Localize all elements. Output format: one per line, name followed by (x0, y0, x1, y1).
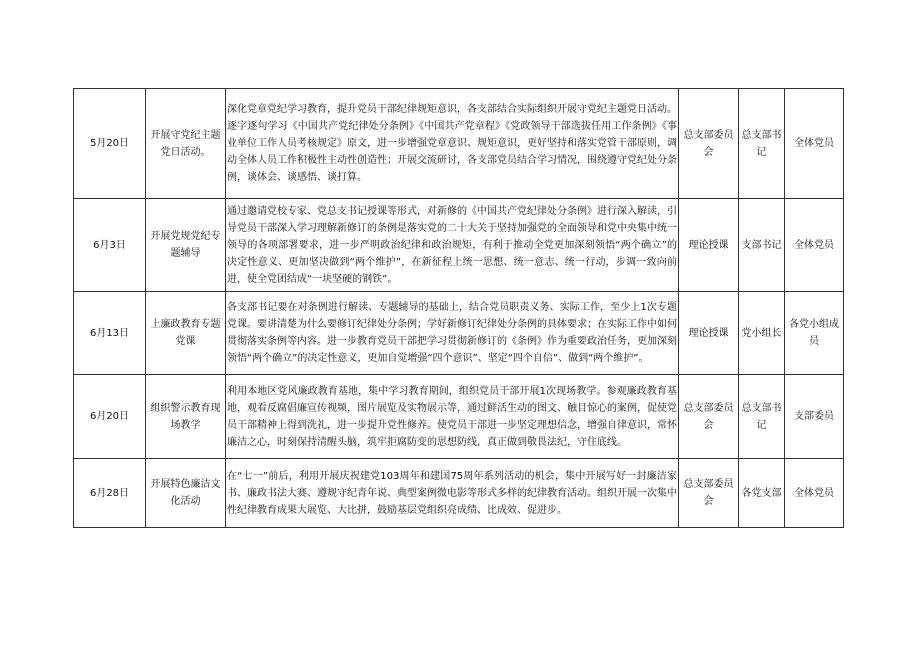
row-content: 在“七一”前后，利用开展庆祝建党103周年和建国75周年系列活动的机会，集中开展写好一封廉洁家书、廉政书法大赛、遵规守纪青年说、典型案例微电影等形式多样的纪律教育活动。组织开展一次集中性纪律教育成果大展览、大比拼，鼓励基层党组织亮成绩、比成效、促进步。 (226, 459, 679, 528)
row-date: 6月3日 (74, 199, 146, 292)
row-content: 各支部书记要在对条例进行解读、专题辅导的基础上，结合党员职责义务、实际工作，至少上1次专题党课。要讲清楚为什么要修订纪律处分条例；学好新修订纪律处分条例的具体要求；在实际工作中如何贯彻落实条例等内容。进一步教育党员干部把学习贯彻新修订的《条例》作为重要政治任务，更加深刻领悟“两个确立”的决定性意义，更加自觉增强“四个意识”、坚定“四个自信”、做到“两个维护”。 (226, 292, 679, 375)
row-form: 总支部委员会 (679, 375, 739, 459)
row-lead: 总支部书记 (739, 89, 785, 199)
row-activity-name: 组织警示教育现场教学 (146, 375, 226, 459)
row-form: 理论授课 (679, 292, 739, 375)
row-participants: 各党小组成员 (785, 292, 844, 375)
row-lead: 党小组长 (739, 292, 785, 375)
row-content: 通过邀请党校专家、党总支书记授课等形式，对新修的《中国共产党纪律处分条例》进行深入解读，引导党员干部深入学习理解新修订的条例是落实党的二十大关于坚持加强党的全面领导和党中央集中统一领导的各项部署要求，进一步严明政治纪律和政治规矩，有利于推动全党更加深刻领悟“两个确立”的决定性意义、更加坚决做到“两个维护”，在新征程上统一思想、统一意志、统一行动，步调一致向前进，使全党团结成“一块坚硬的钢铁”。 (226, 199, 679, 292)
row-lead: 支部书记 (739, 199, 785, 292)
row-activity-name: 开展党规党纪专题辅导 (146, 199, 226, 292)
row-form: 理论授课 (679, 199, 739, 292)
row-date: 6月28日 (74, 459, 146, 528)
row-form: 总支部委员会 (679, 459, 739, 528)
table-row (74, 89, 844, 199)
row-participants: 支部委员 (785, 375, 844, 459)
row-activity-name: 开展特色廉洁文化活动 (146, 459, 226, 528)
row-date: 5月20日 (74, 89, 146, 199)
row-form: 总支部委员会 (679, 89, 739, 199)
row-content: 深化党章党纪学习教育，提升党员干部纪律规矩意识，各支部结合实际组织开展守党纪主题党日活动。逐字逐句学习《中国共产党纪律处分条例》《中国共产党章程》《党政领导干部选拔任用工作条例》《事业单位工作人员考核规定》原文，进一步增强党章意识、规矩意识，更好坚持和落实党管干部原则，调动全体人员工作积极性主动性创造性；开展交流研讨，各支部党员结合学习情况，围绕遵守党纪处分条例，谈体会、谈感悟、谈打算。 (226, 89, 679, 199)
study-plan-table (73, 88, 844, 528)
row-activity-name: 上廉政教育专题党课 (146, 292, 226, 375)
row-participants: 全体党员 (785, 199, 844, 292)
row-lead: 各党支部 (739, 459, 785, 528)
row-participants: 全体党员 (785, 459, 844, 528)
table-row (74, 375, 844, 459)
row-lead: 总支部书记 (739, 375, 785, 459)
row-date: 6月20日 (74, 375, 146, 459)
table-row (74, 459, 844, 528)
row-date: 6月13日 (74, 292, 146, 375)
row-participants: 全体党员 (785, 89, 844, 199)
table-row (74, 199, 844, 292)
table-row (74, 292, 844, 375)
row-activity-name: 开展守党纪主题党日活动。 (146, 89, 226, 199)
row-content: 利用本地区党风廉政教育基地，集中学习教育期间，组织党员干部开展1次现场教学。参观廉政教育基地，观看反腐倡廉宣传视频，图片展览及实物展示等，通过鲜活生动的图文、触目惊心的案例，促使党员干部精神上得到洗礼，进一步提升党性修养。使党员干部进一步坚定理想信念，增强自律意识，常怀廉洁之心，时刻保持清醒头脑，筑牢拒腐防变的思想防线，真正做到敬畏法纪，守住底线。 (226, 375, 679, 459)
